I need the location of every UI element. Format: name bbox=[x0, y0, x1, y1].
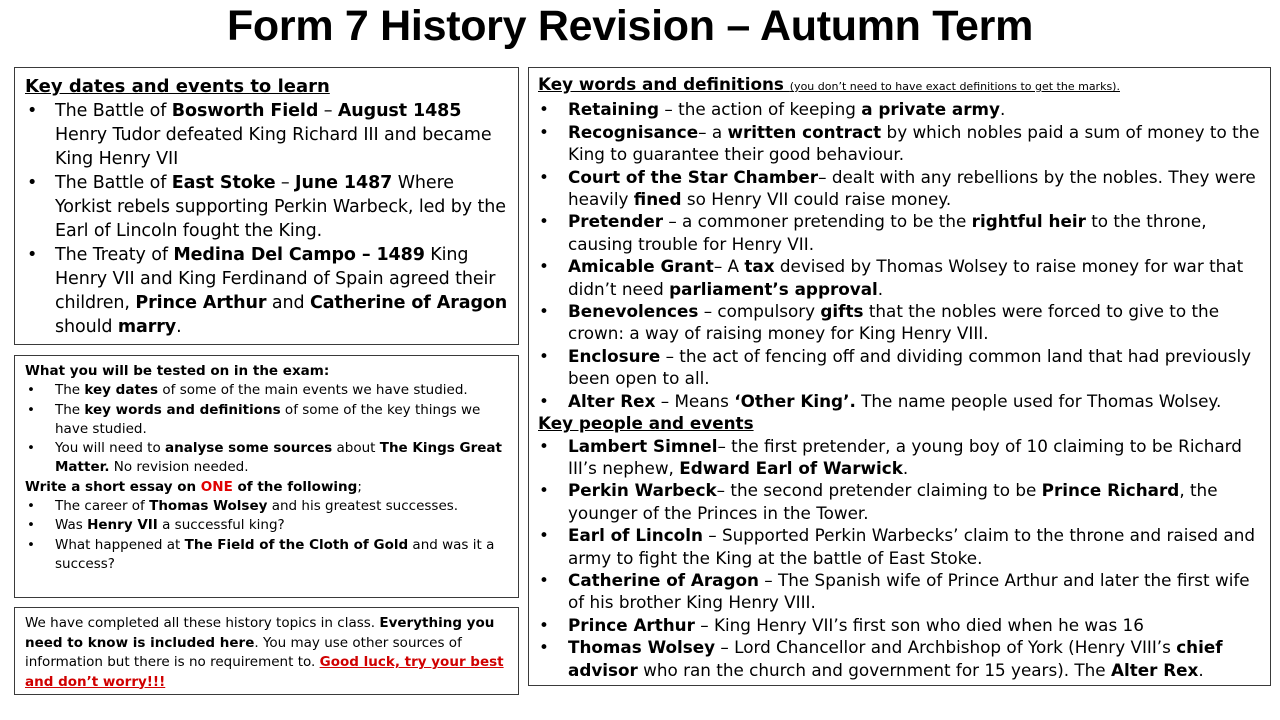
essay-list bbox=[25, 497, 508, 574]
list-item: • Enclosure – the act of fencing off and dividing common land that had previously been open to all. bbox=[538, 345, 1262, 390]
key-people-list bbox=[538, 435, 1262, 681]
list-item: • Earl of Lincoln – Supported Perkin Warbecks’ claim to the throne and raised and army to fight the King at the battle of East Stoke. bbox=[538, 524, 1262, 569]
list-item: • Was Henry VII a successful king? bbox=[25, 516, 508, 535]
list-item: • Alter Rex – Means ‘Other King’. The name people used for Thomas Wolsey. bbox=[538, 390, 1262, 412]
list-item: • Benevolences – compulsory gifts that the nobles were forced to give to the crown: a way of raising money for King Henry VIII. bbox=[538, 300, 1262, 345]
key-dates-box bbox=[14, 67, 519, 345]
list-item: • Catherine of Aragon – The Spanish wife of Prince Arthur and later the first wife of his brother King Henry VIII. bbox=[538, 569, 1262, 614]
note-text-2: . You may use other sources of information but there is no requirement to. bbox=[25, 634, 462, 670]
note-bold: Everything you need to know is included here bbox=[25, 615, 495, 651]
list-item: • Prince Arthur – King Henry VII’s first son who died when he was 16 bbox=[538, 614, 1262, 636]
list-item: • The Battle of Bosworth Field – August 1485 Henry Tudor defeated King Richard III and became King Henry VII bbox=[25, 99, 508, 171]
list-item: • Recognisance– a written contract by which nobles paid a sum of money to the King to guarantee their good behaviour. bbox=[538, 121, 1262, 166]
list-item: • Amicable Grant– A tax devised by Thomas Wolsey to raise money for war that didn’t need parliament’s approval. bbox=[538, 255, 1262, 300]
key-words-list bbox=[538, 98, 1262, 412]
list-item: • The Battle of East Stoke – June 1487 Where Yorkist rebels supporting Perkin Warbeck, led by the Earl of Lincoln fought the King. bbox=[25, 171, 508, 243]
list-item: • Retaining – the action of keeping a private army. bbox=[538, 98, 1262, 120]
list-item: • The key words and definitions of some of the key things we have studied. bbox=[25, 401, 508, 440]
note-box bbox=[14, 607, 519, 695]
exam-heading: What you will be tested on in the exam: bbox=[25, 363, 330, 379]
list-item: • Perkin Warbeck– the second pretender claiming to be Prince Richard, the younger of the Princes in the Tower. bbox=[538, 479, 1262, 524]
page-title: Form 7 History Revision – Autumn Term bbox=[226, 2, 1034, 50]
essay-heading: Write a short essay on ONE of the following; bbox=[25, 478, 362, 495]
key-dates-list bbox=[25, 99, 508, 339]
key-dates-heading: Key dates and events to learn bbox=[25, 76, 330, 97]
note-text: We have completed all these history topics in class. bbox=[25, 615, 380, 631]
list-item: • You will need to analyse some sources about The Kings Great Matter. No revision needed. bbox=[25, 439, 508, 478]
key-words-box bbox=[528, 67, 1271, 686]
key-words-heading: Key words and definitions (you don’t need to have exact definitions to get the marks). bbox=[538, 74, 1120, 94]
list-item: • The key dates of some of the main events we have studied. bbox=[25, 381, 508, 400]
key-words-note: (you don’t need to have exact definitions to get the marks). bbox=[789, 80, 1120, 93]
exam-list bbox=[25, 381, 508, 477]
list-item: • Thomas Wolsey – Lord Chancellor and Archbishop of York (Henry VIII’s chief advisor who ran the church and government for 15 years). The Alter Rex. bbox=[538, 636, 1262, 681]
list-item: • The Treaty of Medina Del Campo – 1489 King Henry VII and King Ferdinand of Spain agreed their children, Prince Arthur and Catherine of Aragon should marry. bbox=[25, 243, 508, 339]
list-item: • Lambert Simnel– the first pretender, a young boy of 10 claiming to be Richard III’s nephew, Edward Earl of Warwick. bbox=[538, 435, 1262, 480]
exam-info-box bbox=[14, 355, 519, 598]
good-luck-text: Good luck, try your best and don’t worry!!! bbox=[25, 654, 504, 690]
list-item: • The career of Thomas Wolsey and his greatest successes. bbox=[25, 497, 508, 516]
list-item: • Pretender – a commoner pretending to be the rightful heir to the throne, causing trouble for Henry VII. bbox=[538, 210, 1262, 255]
list-item: • Court of the Star Chamber– dealt with any rebellions by the nobles. They were heavily fined so Henry VII could raise money. bbox=[538, 166, 1262, 211]
list-item: • What happened at The Field of the Cloth of Gold and was it a success? bbox=[25, 536, 508, 575]
key-people-heading: Key people and events bbox=[538, 413, 754, 434]
